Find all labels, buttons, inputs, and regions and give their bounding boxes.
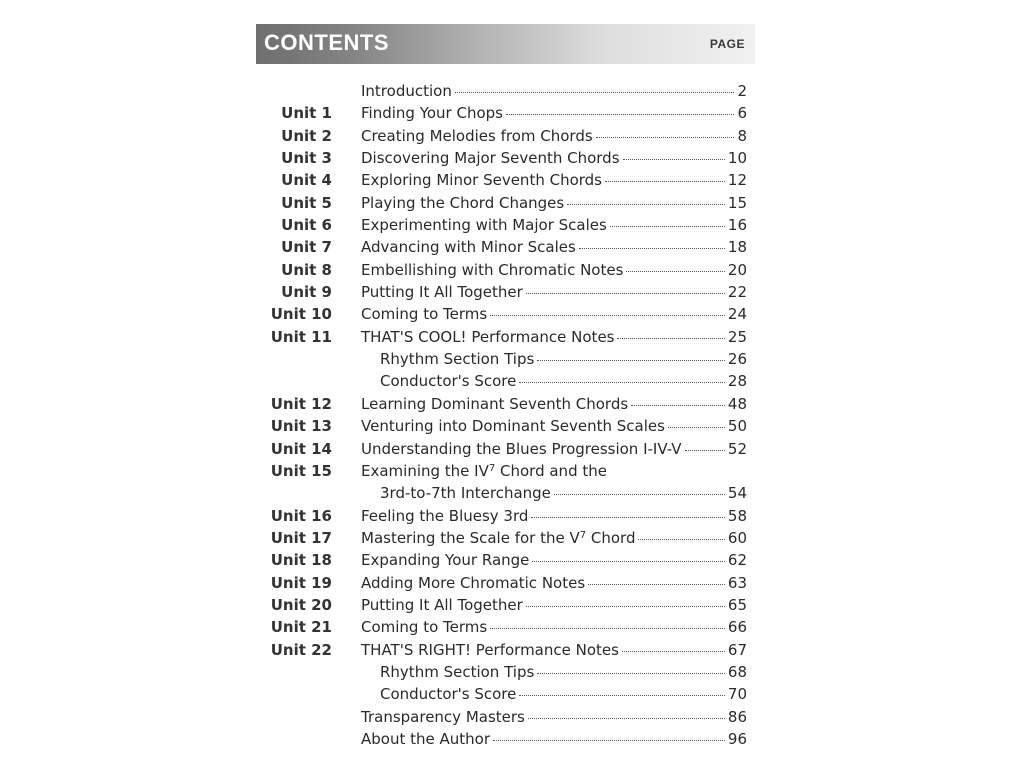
toc-row: [256, 415, 755, 437]
unit-label: Unit 2: [281, 126, 332, 145]
entry-title-text: Coming to Terms: [361, 305, 488, 324]
entry-title-suffix: Chord and the: [495, 461, 607, 480]
toc-entry: [380, 348, 747, 370]
entry-title: [361, 438, 682, 460]
page-number: 8: [737, 126, 747, 145]
toc-entry: [361, 147, 747, 169]
entry-title: [361, 728, 490, 750]
entry-title: [361, 102, 503, 124]
toc-row: [256, 370, 755, 392]
entry-title-suffix: Chord: [586, 528, 636, 547]
unit-label: Unit 14: [270, 439, 332, 458]
page-number: 60: [727, 528, 747, 547]
toc-row: [256, 281, 755, 303]
unit-label: Unit 20: [270, 595, 332, 614]
toc-entry: [361, 415, 747, 437]
toc-row: [256, 102, 755, 124]
unit-label: Unit 17: [270, 528, 332, 547]
dot-leader: [605, 181, 725, 182]
dot-leader: [531, 517, 725, 518]
entry-title-text: Understanding the Blues Progression I-IV-V: [361, 439, 682, 458]
entry-title-text: THAT'S COOL! Performance Notes: [361, 327, 615, 346]
entry-title: [361, 393, 628, 415]
toc-row: [256, 214, 755, 236]
entry-title: [361, 192, 564, 214]
entry-title: [361, 214, 607, 236]
dot-leader: [579, 248, 725, 249]
toc-entry: [380, 370, 747, 392]
entry-title: [380, 661, 534, 683]
entry-title: [361, 80, 452, 102]
dot-leader: [685, 450, 725, 451]
toc-row: [256, 594, 755, 616]
dot-leader: [622, 651, 725, 652]
entry-title: [361, 169, 602, 191]
entry-title: [361, 125, 593, 147]
page-number: 12: [727, 171, 747, 190]
dot-leader: [519, 695, 725, 696]
entry-title: [380, 683, 516, 705]
dot-leader: [490, 315, 725, 316]
toc-entry: [361, 236, 747, 258]
toc-entry: [361, 192, 747, 214]
dot-leader: [623, 159, 725, 160]
toc-entry: [361, 527, 747, 549]
entry-title: [361, 303, 487, 325]
entry-title: [361, 594, 523, 616]
toc-row: [256, 326, 755, 348]
entry-title-superscript: 7: [579, 529, 587, 541]
unit-label: Unit 13: [270, 417, 332, 436]
toc-row: [256, 348, 755, 370]
page-number: 16: [727, 216, 747, 235]
toc-row: [256, 303, 755, 325]
entry-title-text: THAT'S RIGHT! Performance Notes: [361, 640, 619, 659]
dot-leader: [526, 606, 725, 607]
entry-title-text: Conductor's Score: [380, 372, 517, 391]
unit-label: Unit 11: [270, 327, 332, 346]
page-number: 26: [727, 350, 747, 369]
page-number: 66: [727, 618, 747, 637]
toc-entry: [361, 706, 747, 728]
entry-title-text: Learning Dominant Seventh Chords: [361, 394, 629, 413]
toc-entry: [361, 505, 747, 527]
entry-title-text: Experimenting with Major Scales: [361, 216, 607, 235]
dot-leader: [493, 740, 725, 741]
toc-entry: [361, 125, 747, 147]
toc-row: [256, 639, 755, 661]
toc-row: [256, 527, 755, 549]
unit-label: Unit 6: [281, 216, 332, 235]
page-number: 50: [727, 417, 747, 436]
entry-title-text: Venturing into Dominant Seventh Scales: [361, 417, 665, 436]
unit-label: Unit 7: [281, 238, 332, 257]
toc-entry: [361, 80, 747, 102]
entry-title-text: Putting It All Together: [361, 283, 523, 302]
unit-label: Unit 8: [281, 260, 332, 279]
entry-title-text: Creating Melodies from Chords: [361, 126, 593, 145]
page-number: 86: [727, 707, 747, 726]
toc-entry: [361, 169, 747, 191]
entry-title: [361, 549, 529, 571]
page-column-label: PAGE: [709, 37, 745, 51]
dot-leader: [526, 293, 725, 294]
entry-title: [361, 639, 619, 661]
toc-entry: [361, 728, 747, 750]
entry-title: [361, 706, 525, 728]
entry-title: [380, 370, 516, 392]
toc-row: [256, 661, 755, 683]
entry-title-text: About the Author: [361, 729, 491, 748]
entry-title: [361, 460, 607, 482]
entry-title: [361, 415, 665, 437]
unit-label: Unit 22: [270, 640, 332, 659]
entry-title-text: Transparency Masters: [361, 707, 525, 726]
entry-title-text: Coming to Terms: [361, 618, 488, 637]
dot-leader: [610, 226, 725, 227]
entry-title-text: Conductor's Score: [380, 685, 517, 704]
toc-entry: [361, 303, 747, 325]
toc-row: [256, 683, 755, 705]
page-number: 10: [727, 149, 747, 168]
toc-row: [256, 236, 755, 258]
dot-leader: [532, 561, 725, 562]
toc-row: [256, 438, 755, 460]
page-number: 24: [727, 305, 747, 324]
toc-entry: [361, 393, 747, 415]
page-number: 28: [727, 372, 747, 391]
page-number: 58: [727, 506, 747, 525]
entry-title-text: Examining the IV: [361, 461, 489, 480]
toc-row: [256, 192, 755, 214]
entry-title-text: Playing the Chord Changes: [361, 193, 565, 212]
entry-title: [361, 505, 528, 527]
dot-leader: [537, 360, 725, 361]
toc-row: [256, 125, 755, 147]
entry-title: [361, 616, 487, 638]
unit-label: Unit 18: [270, 551, 332, 570]
unit-label: Unit 15: [270, 461, 332, 480]
toc-entry: [361, 639, 747, 661]
page-number: 63: [727, 573, 747, 592]
page-number: 65: [727, 595, 747, 614]
page-number: 20: [727, 260, 747, 279]
toc-row: [256, 80, 755, 102]
toc-entry: [361, 214, 747, 236]
dot-leader: [626, 271, 725, 272]
dot-leader: [519, 382, 725, 383]
unit-label: Unit 1: [281, 104, 332, 123]
toc-row: [256, 147, 755, 169]
page-number: 62: [727, 551, 747, 570]
entry-title-text: 3rd-to-7th Interchange: [380, 484, 551, 503]
dot-leader: [596, 137, 735, 138]
dot-leader: [490, 628, 725, 629]
page-number: 52: [727, 439, 747, 458]
toc-entry: [361, 594, 747, 616]
toc-row: [256, 616, 755, 638]
toc-row: [256, 728, 755, 750]
toc-entry: [361, 326, 747, 348]
entry-title-text: Exploring Minor Seventh Chords: [361, 171, 602, 190]
entry-title: [361, 259, 623, 281]
entry-title-text: Rhythm Section Tips: [380, 662, 535, 681]
entry-title: [380, 348, 534, 370]
page-number: 67: [727, 640, 747, 659]
entry-title-text: Discovering Major Seventh Chords: [361, 149, 620, 168]
unit-label: Unit 4: [281, 171, 332, 190]
entry-title-text: Expanding Your Range: [361, 551, 530, 570]
page-number: 22: [727, 283, 747, 302]
unit-label: Unit 16: [270, 506, 332, 525]
unit-label: Unit 21: [270, 618, 332, 637]
dot-leader: [567, 204, 725, 205]
entry-title: [380, 482, 551, 504]
toc-row: [256, 259, 755, 281]
page-number: 68: [727, 662, 747, 681]
entry-title-text: Mastering the Scale for the V: [361, 528, 580, 547]
dot-leader: [617, 338, 724, 339]
unit-label: Unit 12: [270, 394, 332, 413]
dot-leader: [554, 494, 725, 495]
entry-title: [361, 236, 576, 258]
page-number: 18: [727, 238, 747, 257]
contents-header: [256, 24, 755, 64]
toc-row: [256, 549, 755, 571]
dot-leader: [528, 718, 725, 719]
entry-title: [361, 527, 635, 549]
entry-title-text: Finding Your Chops: [361, 104, 503, 123]
entry-title-text: Putting It All Together: [361, 595, 523, 614]
unit-label: Unit 3: [281, 149, 332, 168]
toc-entry: [380, 661, 747, 683]
dot-leader: [638, 539, 724, 540]
unit-label: Unit 10: [270, 305, 332, 324]
toc-row: [256, 460, 755, 482]
entry-title: [361, 326, 614, 348]
page-number: 25: [727, 327, 747, 346]
toc-entry: [380, 683, 747, 705]
toc-entry: [380, 482, 747, 504]
toc-entry: [361, 549, 747, 571]
entry-title: [361, 281, 523, 303]
entry-title-text: Adding More Chromatic Notes: [361, 573, 586, 592]
toc-row: [256, 706, 755, 728]
dot-leader: [455, 92, 735, 93]
page-number: 48: [727, 394, 747, 413]
toc-entry: [361, 572, 747, 594]
entry-title-text: Introduction: [361, 82, 452, 100]
toc-entry: [361, 438, 747, 460]
entry-title-text: Embellishing with Chromatic Notes: [361, 260, 624, 279]
page-number: 70: [727, 685, 747, 704]
entry-title-text: Feeling the Bluesy 3rd: [361, 506, 529, 525]
dot-leader: [537, 673, 725, 674]
toc-row: [256, 572, 755, 594]
toc-entry: [361, 259, 747, 281]
entry-title-superscript: 7: [488, 462, 496, 474]
contents-title: CONTENTS: [264, 30, 389, 55]
unit-label: Unit 9: [281, 283, 332, 302]
toc-row: [256, 482, 755, 504]
toc-row: [256, 169, 755, 191]
dot-leader: [506, 114, 734, 115]
dot-leader: [668, 427, 725, 428]
page-number: 54: [727, 484, 747, 503]
page-number: 2: [737, 82, 747, 100]
entry-title-text: Rhythm Section Tips: [380, 350, 535, 369]
toc-entry: [361, 460, 747, 482]
toc-entry: [361, 102, 747, 124]
unit-label: Unit 19: [270, 573, 332, 592]
toc-entry: [361, 616, 747, 638]
toc-entry: [361, 281, 747, 303]
entry-title: [361, 572, 585, 594]
toc-row: [256, 393, 755, 415]
toc-row: [256, 505, 755, 527]
entry-title: [361, 147, 620, 169]
dot-leader: [588, 584, 725, 585]
table-of-contents: [256, 80, 755, 750]
page-number: 96: [727, 729, 747, 748]
dot-leader: [631, 405, 725, 406]
entry-title-text: Advancing with Minor Scales: [361, 238, 576, 257]
page-number: 15: [727, 193, 747, 212]
unit-label: Unit 5: [281, 193, 332, 212]
page-number: 6: [737, 104, 747, 123]
